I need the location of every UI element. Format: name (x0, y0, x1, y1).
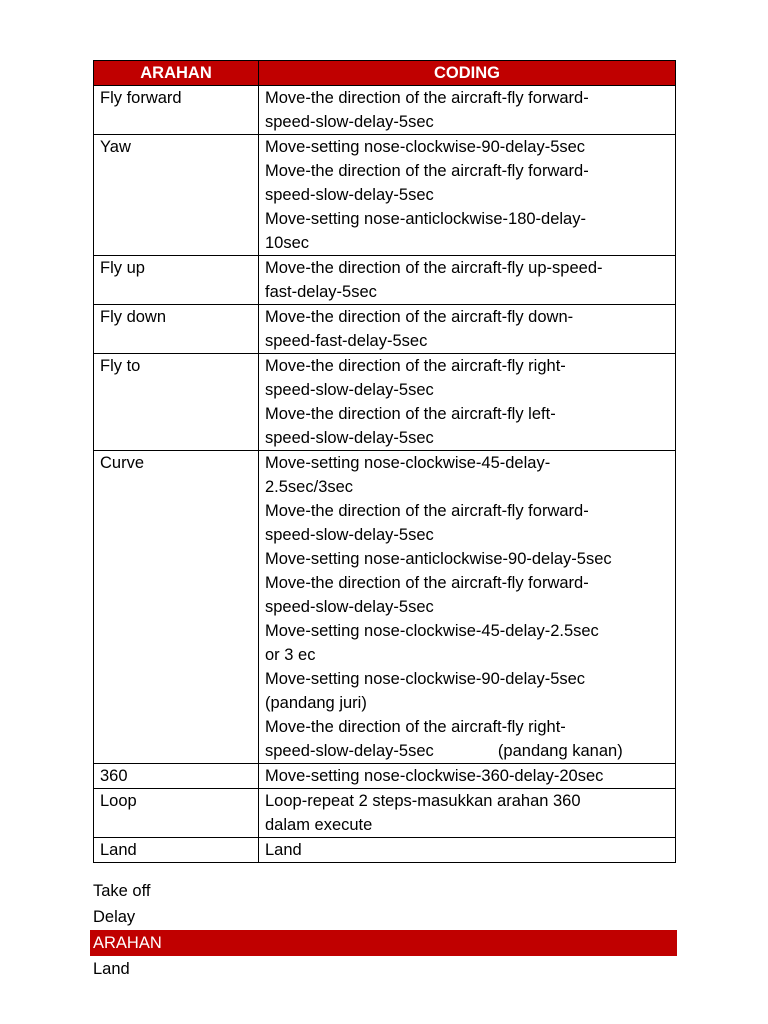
arahan-coding-table (93, 60, 676, 863)
coding-cell (259, 789, 676, 838)
arahan-cell: Yaw (94, 135, 259, 256)
coding-line: Move-setting nose-clockwise-45-delay- (265, 454, 551, 472)
footer-line: Land (93, 960, 130, 978)
coding-line: 10sec (265, 234, 310, 252)
coding-line: speed-slow-delay-5sec (265, 429, 434, 447)
coding-line: Move-setting nose-clockwise-360-delay-20sec (265, 767, 604, 785)
table-row (94, 256, 676, 305)
coding-cell (259, 305, 676, 354)
coding-line: Move-setting nose-clockwise-45-delay-2.5sec (265, 622, 599, 640)
arahan-cell: Loop (94, 789, 259, 838)
coding-cell (259, 354, 676, 451)
arahan-cell: Fly up (94, 256, 259, 305)
coding-line: 2.5sec/3sec (265, 478, 354, 496)
coding-line: speed-slow-delay-5sec (265, 526, 434, 544)
coding-line: speed-slow-delay-5sec (pandang kanan) (265, 742, 623, 760)
coding-line: speed-fast-delay-5sec (265, 332, 428, 350)
coding-line: Move-setting nose-anticlockwise-180-delay- (265, 210, 586, 228)
column-header-arahan: ARAHAN (94, 61, 259, 86)
coding-line: Land (265, 841, 302, 859)
coding-line: or 3 ec (265, 646, 316, 664)
coding-line: Loop-repeat 2 steps-masukkan arahan 360 (265, 792, 581, 810)
coding-cell (259, 256, 676, 305)
footer-line: Take off (93, 882, 151, 900)
coding-line: Move-setting nose-clockwise-90-delay-5sec (265, 138, 586, 156)
footer-line-highlighted: ARAHAN (90, 930, 677, 956)
table-row (94, 135, 676, 256)
column-header-coding: CODING (259, 61, 676, 86)
coding-line: fast-delay-5sec (265, 283, 377, 301)
table-row (94, 354, 676, 451)
coding-line: speed-slow-delay-5sec (265, 598, 434, 616)
table-row (94, 305, 676, 354)
coding-line: Move-the direction of the aircraft-fly right- (265, 718, 566, 736)
table-row (94, 764, 676, 789)
coding-line: speed-slow-delay-5sec (265, 186, 434, 204)
coding-cell (259, 838, 676, 863)
coding-line: Move-the direction of the aircraft-fly down- (265, 308, 574, 326)
coding-cell (259, 86, 676, 135)
coding-cell (259, 764, 676, 789)
table-row (94, 451, 676, 764)
table-header-row (94, 61, 676, 86)
table-row (94, 86, 676, 135)
footer-line: Delay (93, 908, 136, 926)
coding-line: Move-setting nose-clockwise-90-delay-5sec (265, 670, 586, 688)
coding-line: Move-the direction of the aircraft-fly forward- (265, 89, 589, 107)
arahan-cell: Fly forward (94, 86, 259, 135)
coding-cell (259, 135, 676, 256)
arahan-cell: Curve (94, 451, 259, 764)
table-body (94, 86, 676, 863)
arahan-cell: Land (94, 838, 259, 863)
footer-list (93, 878, 677, 982)
coding-line: Move-the direction of the aircraft-fly up-speed- (265, 259, 603, 277)
coding-line: Move-the direction of the aircraft-fly left- (265, 405, 556, 423)
coding-line: (pandang juri) (265, 694, 367, 712)
arahan-cell: Fly down (94, 305, 259, 354)
arahan-cell: 360 (94, 764, 259, 789)
coding-line: Move-the direction of the aircraft-fly forward- (265, 574, 589, 592)
coding-line: Move-setting nose-anticlockwise-90-delay-5sec (265, 550, 612, 568)
table-row (94, 838, 676, 863)
coding-line: speed-slow-delay-5sec (265, 381, 434, 399)
coding-line: Move-the direction of the aircraft-fly forward- (265, 502, 589, 520)
table-row (94, 789, 676, 838)
coding-line: dalam execute (265, 816, 373, 834)
coding-cell (259, 451, 676, 764)
arahan-cell: Fly to (94, 354, 259, 451)
coding-line: Move-the direction of the aircraft-fly forward- (265, 162, 589, 180)
coding-line: Move-the direction of the aircraft-fly right- (265, 357, 566, 375)
coding-line: speed-slow-delay-5sec (265, 113, 434, 131)
